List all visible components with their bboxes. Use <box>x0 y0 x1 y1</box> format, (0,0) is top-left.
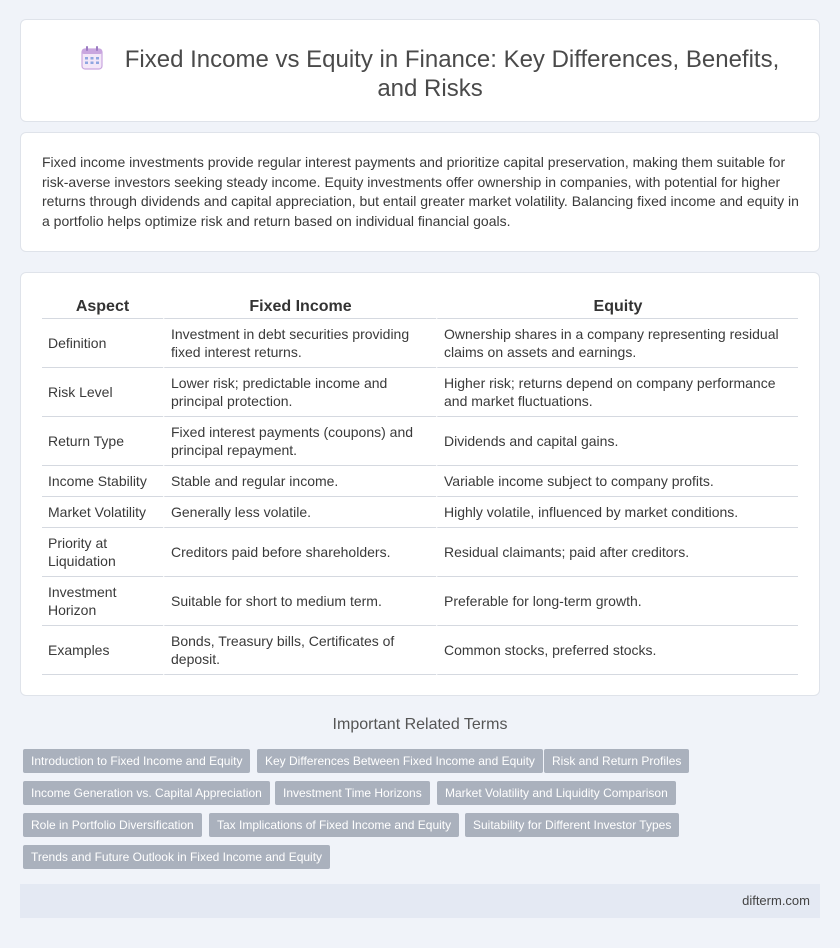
cell-fixed-income: Suitable for short to medium term. <box>163 577 436 626</box>
related-tag[interactable]: Key Differences Between Fixed Income and Equity <box>257 749 543 773</box>
header-card <box>20 19 820 122</box>
comparison-table <box>42 295 798 675</box>
cell-aspect: Investment Horizon <box>42 577 163 626</box>
related-tag[interactable]: Risk and Return Profiles <box>544 749 689 773</box>
cell-equity: Variable income subject to company profits. <box>436 466 798 497</box>
table-row <box>42 528 798 577</box>
table-row <box>42 368 798 417</box>
calendar-icon <box>81 46 103 70</box>
table-header-row <box>42 295 798 319</box>
table-row <box>42 497 798 528</box>
related-tag[interactable]: Trends and Future Outlook in Fixed Income and Equity <box>23 845 330 869</box>
header-equity: Equity <box>436 295 798 319</box>
footer-site-link[interactable]: difterm.com <box>742 893 810 908</box>
related-tag[interactable]: Market Volatility and Liquidity Comparison <box>437 781 676 805</box>
cell-equity: Residual claimants; paid after creditors. <box>436 528 798 577</box>
related-tag[interactable]: Tax Implications of Fixed Income and Equity <box>209 813 459 837</box>
table-row <box>42 577 798 626</box>
related-tag[interactable]: Suitability for Different Investor Types <box>465 813 679 837</box>
cell-aspect: Risk Level <box>42 368 163 417</box>
related-tag[interactable]: Introduction to Fixed Income and Equity <box>23 749 250 773</box>
table-row <box>42 626 798 675</box>
cell-fixed-income: Generally less volatile. <box>163 497 436 528</box>
cell-equity: Higher risk; returns depend on company performance and market fluctuations. <box>436 368 798 417</box>
cell-aspect: Market Volatility <box>42 497 163 528</box>
intro-card <box>20 132 820 252</box>
cell-fixed-income: Stable and regular income. <box>163 466 436 497</box>
intro-paragraph: Fixed income investments provide regular interest payments and prioritize capital preservation, making them suitable for risk-averse investors seeking steady income. Equity investments offer ownership in companies, with potential for higher returns through dividends and capital appreciation, but entail greater market volatility. Balancing fixed income and equity in a portfolio helps optimize risk and return based on individual financial goals. <box>42 154 799 229</box>
cell-fixed-income: Creditors paid before shareholders. <box>163 528 436 577</box>
cell-aspect: Priority at Liquidation <box>42 528 163 577</box>
cell-aspect: Return Type <box>42 417 163 466</box>
cell-aspect: Examples <box>42 626 163 675</box>
cell-fixed-income: Bonds, Treasury bills, Certificates of deposit. <box>163 626 436 675</box>
footer-bar <box>20 884 820 918</box>
cell-equity: Common stocks, preferred stocks. <box>436 626 798 675</box>
cell-equity: Highly volatile, influenced by market conditions. <box>436 497 798 528</box>
cell-aspect: Income Stability <box>42 466 163 497</box>
related-tag[interactable]: Investment Time Horizons <box>275 781 430 805</box>
page-title: Fixed Income vs Equity in Finance: Key Differences, Benefits, and Risks <box>124 46 780 102</box>
cell-equity: Preferable for long-term growth. <box>436 577 798 626</box>
related-tag[interactable]: Role in Portfolio Diversification <box>23 813 202 837</box>
comparison-card <box>20 272 820 696</box>
table-row <box>42 319 798 368</box>
page-title-wrap <box>61 45 799 103</box>
cell-equity: Dividends and capital gains. <box>436 417 798 466</box>
related-tag[interactable]: Income Generation vs. Capital Appreciation <box>23 781 270 805</box>
header-aspect: Aspect <box>42 295 163 319</box>
table-row <box>42 417 798 466</box>
cell-fixed-income: Investment in debt securities providing fixed interest returns. <box>163 319 436 368</box>
cell-fixed-income: Fixed interest payments (coupons) and principal repayment. <box>163 417 436 466</box>
related-terms-heading: Important Related Terms <box>332 716 508 733</box>
cell-aspect: Definition <box>42 319 163 368</box>
header-fixed-income: Fixed Income <box>163 295 436 319</box>
cell-equity: Ownership shares in a company representing residual claims on assets and earnings. <box>436 319 798 368</box>
cell-fixed-income: Lower risk; predictable income and principal protection. <box>163 368 436 417</box>
table-row <box>42 466 798 497</box>
